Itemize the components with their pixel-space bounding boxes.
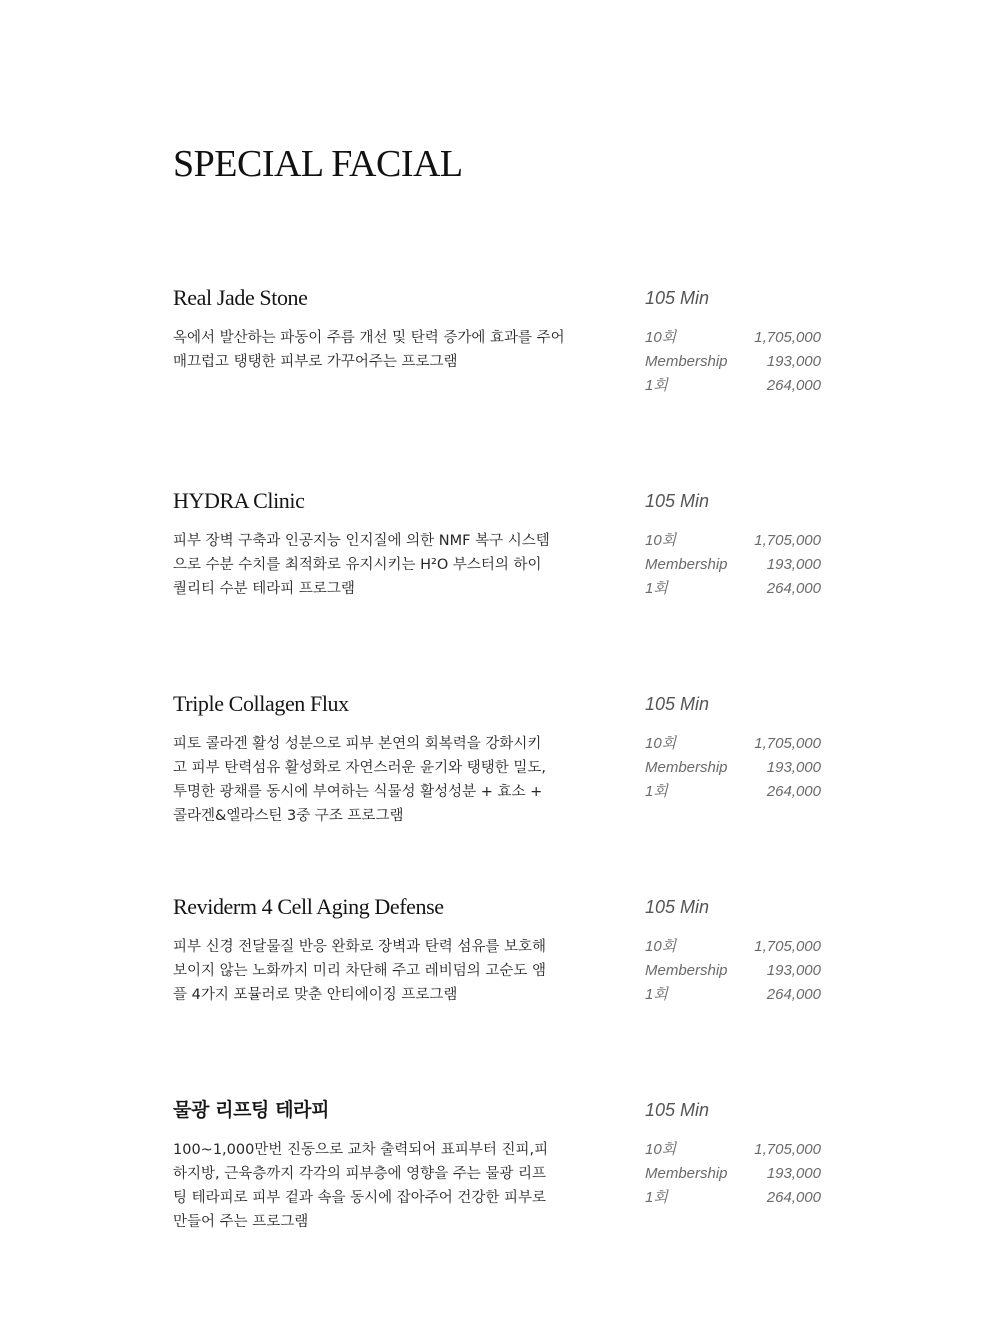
price-row [645, 326, 825, 350]
treatment-description [173, 935, 557, 1007]
description-line: 만들어 주는 프로그램 [173, 1214, 309, 1230]
price-row [645, 732, 825, 756]
price-list [645, 529, 825, 601]
price-label: Membership [645, 353, 728, 370]
treatment-name: 물광 리프팅 테라피 [173, 1099, 330, 1121]
price-label: 10회 [645, 329, 677, 346]
treatment-section-water-glow-lifting-therapy [0, 1096, 1000, 1276]
price-label: 1회 [645, 783, 668, 800]
price-value: 193,000 [766, 556, 821, 573]
treatment-description [173, 326, 565, 374]
price-label: 1회 [645, 580, 668, 597]
treatment-duration: 105 Min [645, 1100, 710, 1120]
treatment-section-reviderm-4-cell-aging-defense [0, 893, 1000, 1073]
price-row [645, 374, 825, 398]
price-label: 1회 [645, 986, 668, 1003]
treatment-duration: 105 Min [645, 288, 710, 308]
price-row [645, 529, 825, 553]
description-line: 팅 테라피로 피부 겉과 속을 동시에 잡아주어 건강한 피부로 [173, 1190, 547, 1206]
treatment-name: HYDRA Clinic [173, 488, 305, 513]
price-row [645, 935, 825, 959]
price-list [645, 326, 825, 398]
treatment-name: Reviderm 4 Cell Aging Defense [173, 894, 444, 919]
price-value: 264,000 [766, 986, 821, 1003]
description-line: 하지방, 근육층까지 각각의 피부층에 영향을 주는 물광 리프 [173, 1166, 547, 1182]
description-line: 매끄럽고 탱탱한 피부로 가꾸어주는 프로그램 [173, 354, 458, 370]
treatment-duration: 105 Min [645, 897, 710, 917]
price-row [645, 350, 825, 374]
price-label: Membership [645, 962, 728, 979]
price-value: 193,000 [766, 1165, 821, 1182]
treatment-description [173, 529, 557, 601]
price-value: 1,705,000 [754, 532, 821, 549]
price-row [645, 577, 825, 601]
treatment-name: Triple Collagen Flux [173, 691, 349, 716]
description-line: 콜라겐&엘라스틴 3중 구조 프로그램 [173, 808, 404, 824]
price-label: Membership [645, 1165, 728, 1182]
price-row [645, 756, 825, 780]
description-line: 보이지 않는 노화까지 미리 차단해 주고 레비덤의 고순도 앰 [173, 963, 547, 979]
description-line: 100~1,000만번 진동으로 교차 출력되어 표피부터 진피,피 [173, 1142, 549, 1158]
price-value: 193,000 [766, 353, 821, 370]
description-line: 피토 콜라겐 활성 성분으로 피부 본연의 회복력을 강화시키 [173, 736, 542, 752]
description-line: 투명한 광채를 동시에 부여하는 식물성 활성성분 + 효소 + [173, 784, 543, 800]
treatment-duration: 105 Min [645, 694, 710, 714]
price-list [645, 935, 825, 1007]
price-label: 1회 [645, 377, 668, 394]
description-line: 고 피부 탄력섬유 활성화로 자연스러운 윤기와 탱탱한 밀도, [173, 760, 547, 776]
price-value: 193,000 [766, 759, 821, 776]
price-label: 10회 [645, 735, 677, 752]
page-title: SPECIAL FACIAL [173, 143, 463, 185]
price-value: 1,705,000 [754, 735, 821, 752]
description-line: 플 4가지 포뮬러로 맞춘 안티에이징 프로그램 [173, 987, 458, 1003]
description-line: 피부 신경 전달물질 반응 완화로 장벽과 탄력 섬유를 보호해 [173, 939, 547, 955]
price-row [645, 1162, 825, 1186]
description-line: 옥에서 발산하는 파동이 주름 개선 및 탄력 증가에 효과를 주어 [173, 330, 565, 346]
treatment-duration: 105 Min [645, 491, 710, 511]
price-list [645, 1138, 825, 1210]
price-value: 1,705,000 [754, 329, 821, 346]
price-row [645, 780, 825, 804]
price-list [645, 732, 825, 804]
treatment-description [173, 1138, 557, 1234]
description-line: 피부 장벽 구축과 인공지능 인지질에 의한 NMF 복구 시스템 [173, 533, 550, 549]
price-row [645, 983, 825, 1007]
price-value: 1,705,000 [754, 1141, 821, 1158]
description-line: 으로 수분 수치를 최적화로 유지시키는 H²O 부스터의 하이 [173, 557, 542, 573]
price-value: 264,000 [766, 580, 821, 597]
price-row [645, 1186, 825, 1210]
price-value: 264,000 [766, 783, 821, 800]
price-value: 264,000 [766, 1189, 821, 1206]
treatment-name: Real Jade Stone [173, 285, 308, 310]
price-label: Membership [645, 759, 728, 776]
price-label: Membership [645, 556, 728, 573]
price-label: 10회 [645, 532, 677, 549]
treatment-section-hydra-clinic [0, 487, 1000, 667]
price-label: 10회 [645, 1141, 677, 1158]
treatment-description [173, 732, 557, 828]
price-row [645, 1138, 825, 1162]
treatment-section-triple-collagen-flux [0, 690, 1000, 870]
price-label: 1회 [645, 1189, 668, 1206]
price-value: 264,000 [766, 377, 821, 394]
price-value: 193,000 [766, 962, 821, 979]
price-row [645, 959, 825, 983]
price-row [645, 553, 825, 577]
description-line: 퀄리티 수분 테라피 프로그램 [173, 581, 355, 597]
price-value: 1,705,000 [754, 938, 821, 955]
price-label: 10회 [645, 938, 677, 955]
treatment-section-real-jade-stone [0, 284, 1000, 464]
